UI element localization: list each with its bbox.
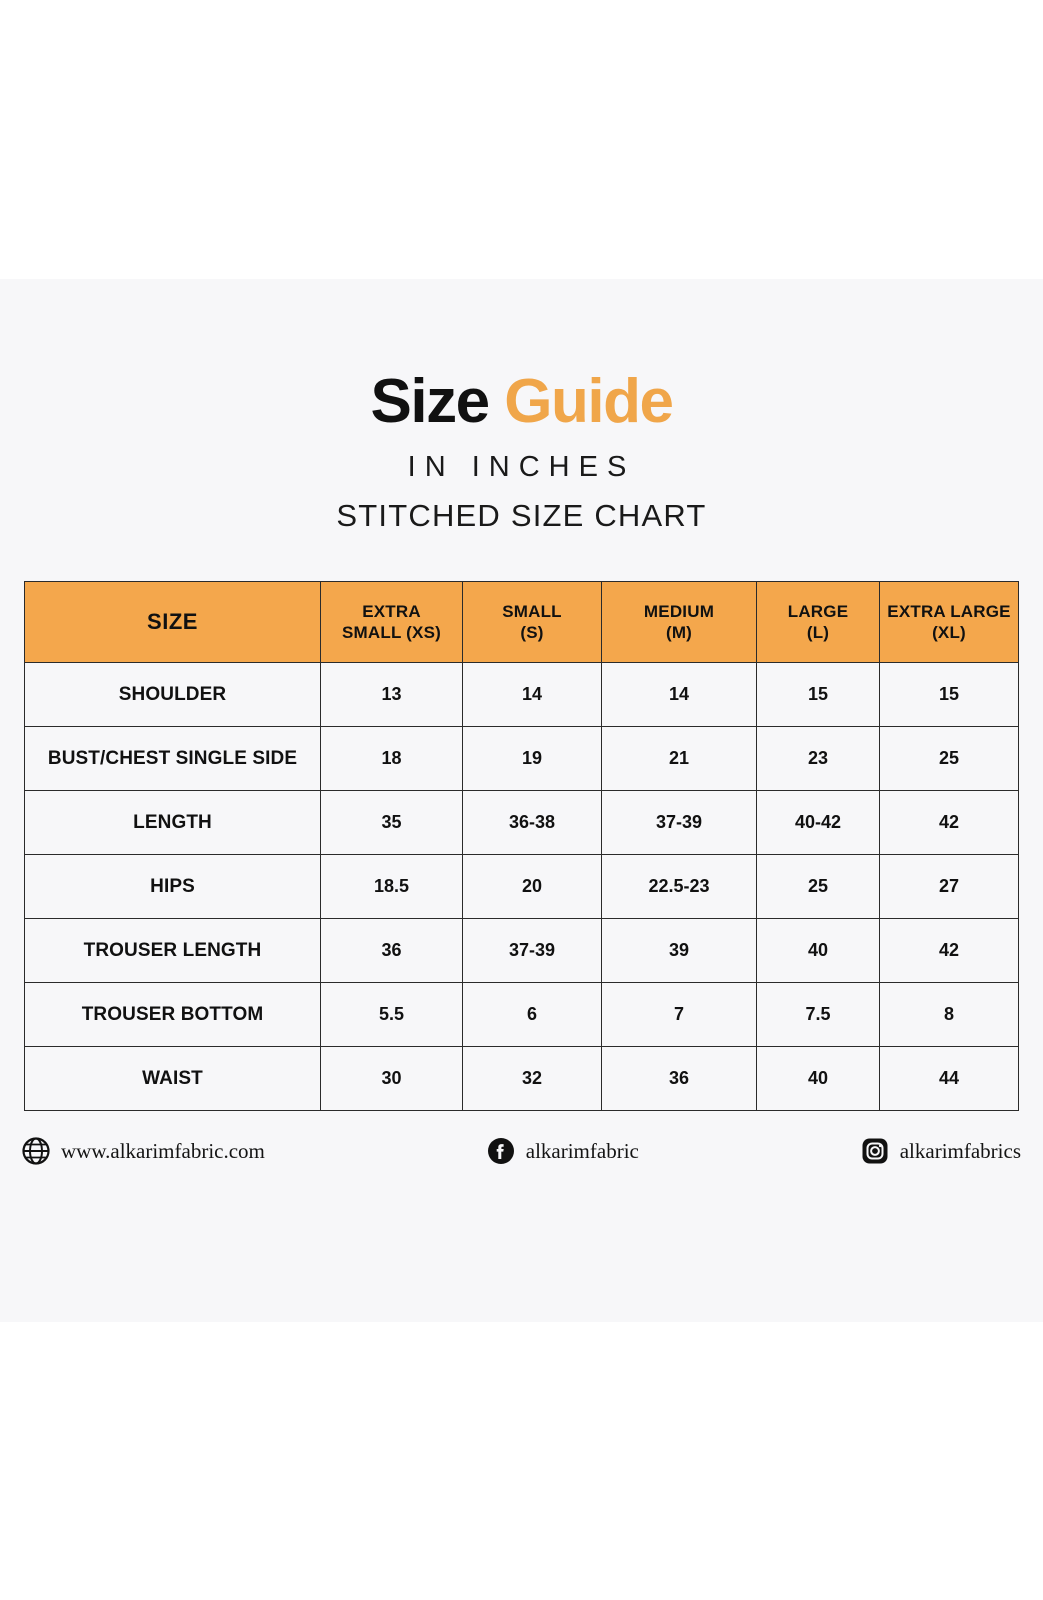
row-label: LENGTH (25, 791, 321, 855)
row-label: TROUSER LENGTH (25, 919, 321, 983)
table-row (25, 663, 1019, 727)
cell-m: 14 (602, 663, 757, 727)
globe-icon (22, 1137, 50, 1165)
table-row (25, 791, 1019, 855)
column-header-xl-line1: EXTRA LARGE (887, 601, 1011, 621)
size-guide-page (0, 279, 1043, 1322)
table-row (25, 727, 1019, 791)
column-header-xl (880, 582, 1019, 663)
table-row (25, 855, 1019, 919)
column-header-l-line2: (L) (806, 623, 830, 642)
page-header (0, 279, 1043, 534)
cell-xs: 35 (321, 791, 463, 855)
cell-s: 6 (463, 983, 602, 1047)
size-chart-table (24, 581, 1019, 1111)
cell-xs: 13 (321, 663, 463, 727)
cell-xl: 42 (880, 919, 1019, 983)
column-header-m-line1: MEDIUM (643, 601, 715, 621)
column-header-s (463, 582, 602, 663)
column-header-l (757, 582, 880, 663)
cell-m: 36 (602, 1047, 757, 1111)
column-header-s-line1: SMALL (502, 601, 562, 621)
cell-l: 25 (757, 855, 880, 919)
cell-m: 21 (602, 727, 757, 791)
cell-xl: 27 (880, 855, 1019, 919)
cell-s: 19 (463, 727, 602, 791)
column-header-size: SIZE (25, 582, 321, 663)
cell-l: 40-42 (757, 791, 880, 855)
table-header (25, 582, 1019, 663)
column-header-s-line2: (S) (520, 623, 544, 642)
table-header-row (25, 582, 1019, 663)
cell-xs: 5.5 (321, 983, 463, 1047)
cell-s: 37-39 (463, 919, 602, 983)
footer (0, 1137, 1043, 1165)
table-row (25, 983, 1019, 1047)
row-label: WAIST (25, 1047, 321, 1111)
row-label: TROUSER BOTTOM (25, 983, 321, 1047)
row-label: HIPS (25, 855, 321, 919)
footer-facebook[interactable] (487, 1137, 639, 1165)
cell-l: 15 (757, 663, 880, 727)
row-label: BUST/CHEST SINGLE SIDE (25, 727, 321, 791)
cell-s: 20 (463, 855, 602, 919)
title-word-size: Size (370, 367, 489, 436)
cell-xl: 25 (880, 727, 1019, 791)
page-title (0, 367, 1043, 436)
cell-xs: 36 (321, 919, 463, 983)
table-body (25, 663, 1019, 1111)
cell-xl: 8 (880, 983, 1019, 1047)
cell-xl: 44 (880, 1047, 1019, 1111)
cell-xl: 15 (880, 663, 1019, 727)
cell-xs: 18 (321, 727, 463, 791)
column-header-xs-line2: SMALL (XS) (342, 623, 441, 642)
cell-m: 39 (602, 919, 757, 983)
table-row (25, 919, 1019, 983)
column-header-l-line1: LARGE (787, 601, 849, 621)
footer-website-label: www.alkarimfabric.com (61, 1138, 265, 1163)
footer-instagram[interactable] (861, 1137, 1021, 1165)
cell-s: 36-38 (463, 791, 602, 855)
row-label: SHOULDER (25, 663, 321, 727)
cell-l: 7.5 (757, 983, 880, 1047)
cell-l: 40 (757, 919, 880, 983)
instagram-icon (861, 1137, 889, 1165)
footer-instagram-label: alkarimfabrics (899, 1138, 1021, 1163)
column-header-m-line2: (M) (665, 623, 693, 642)
cell-m: 37-39 (602, 791, 757, 855)
cell-xs: 18.5 (321, 855, 463, 919)
cell-s: 14 (463, 663, 602, 727)
cell-s: 32 (463, 1047, 602, 1111)
column-header-xs-line1: EXTRA (362, 601, 421, 621)
facebook-icon (487, 1137, 515, 1165)
column-header-m (602, 582, 757, 663)
cell-l: 23 (757, 727, 880, 791)
title-word-guide: Guide (504, 367, 673, 436)
column-header-xl-line2: (XL) (932, 623, 966, 642)
footer-website[interactable] (22, 1137, 265, 1165)
cell-xs: 30 (321, 1047, 463, 1111)
cell-m: 22.5-23 (602, 855, 757, 919)
column-header-xs (321, 582, 463, 663)
table-row (25, 1047, 1019, 1111)
cell-m: 7 (602, 983, 757, 1047)
footer-facebook-label: alkarimfabric (525, 1138, 639, 1163)
page-subtitle: IN INCHES (407, 451, 636, 483)
cell-l: 40 (757, 1047, 880, 1111)
page-subtitle-secondary: STITCHED SIZE CHART (336, 498, 707, 533)
cell-xl: 42 (880, 791, 1019, 855)
